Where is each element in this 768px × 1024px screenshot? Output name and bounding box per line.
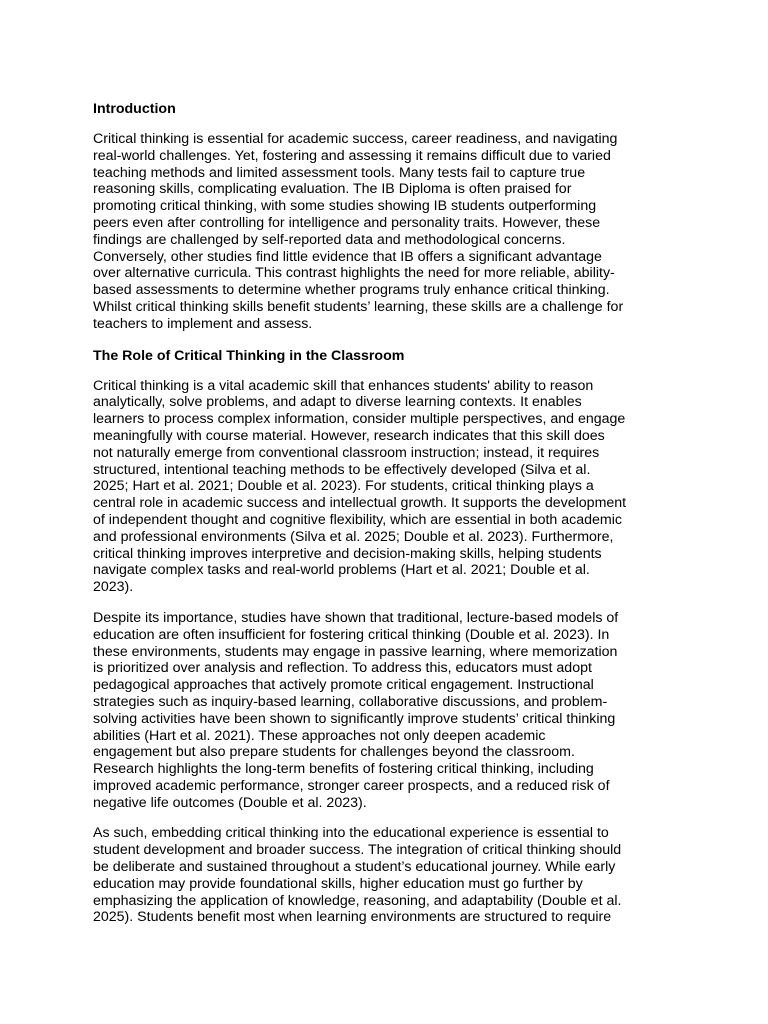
text-line: learners to process complex information, consider multiple perspectives, and engage xyxy=(93,411,626,428)
section-heading: Introduction xyxy=(93,101,176,117)
text-line: As such, embedding critical thinking into the educational experience is essential to xyxy=(93,825,609,842)
text-line: peers even after controlling for intelligence and personality traits. However, these xyxy=(93,214,601,231)
text-line: findings are challenged by self-reported data and methodological concerns. xyxy=(93,231,566,248)
paragraph xyxy=(93,131,683,333)
text-line: teachers to implement and assess. xyxy=(93,315,313,332)
text-line: student development and broader success. The integration of critical thinking should xyxy=(93,842,622,859)
document-body xyxy=(93,100,683,940)
text-line: negative life outcomes (Double et al. 2023). xyxy=(93,794,367,811)
text-line: reasoning skills, complicating evaluation. The IB Diploma is often praised for xyxy=(93,181,572,198)
text-line: 2023). xyxy=(93,579,134,596)
text-line: teaching methods and limited assessment tools. Many tests fail to capture true xyxy=(93,164,586,181)
text-line: solving activities have been shown to significantly improve students’ critical thinking xyxy=(93,710,616,727)
text-line: improved academic performance, stronger career prospects, and a reduced risk of xyxy=(93,777,610,794)
paragraph xyxy=(93,610,683,812)
text-line: meaningfully with course material. However, research indicates that this skill does xyxy=(93,427,605,444)
text-line: education may provide foundational skills, higher education must go further by xyxy=(93,875,583,892)
text-line: strategies such as inquiry-based learning, collaborative discussions, and problem- xyxy=(93,693,608,710)
text-line: these environments, students may engage in passive learning, where memorization xyxy=(93,643,618,660)
paragraph xyxy=(93,378,683,596)
text-line: emphasizing the application of knowledge, reasoning, and adaptability (Double et al. xyxy=(93,892,622,909)
paragraph xyxy=(93,825,683,926)
text-line: abilities (Hart et al. 2021). These approaches not only deepen academic xyxy=(93,727,546,744)
text-line: central role in academic success and intellectual growth. It supports the development xyxy=(93,495,627,512)
text-line: be deliberate and sustained throughout a student’s educational journey. While early xyxy=(93,859,616,876)
text-line: pedagogical approaches that actively promote critical engagement. Instructional xyxy=(93,677,594,694)
text-line: critical thinking improves interpretive and decision-making skills, helping students xyxy=(93,545,602,562)
section-introduction xyxy=(93,100,683,333)
text-line: is prioritized over analysis and reflection. To address this, educators must adopt xyxy=(93,660,592,677)
text-line: 2025; Hart et al. 2021; Double et al. 2023). For students, critical thinking plays a xyxy=(93,478,594,495)
text-line: navigate complex tasks and real-world problems (Hart et al. 2021; Double et al. xyxy=(93,562,590,579)
text-line: analytically, solve problems, and adapt to diverse learning contexts. It enables xyxy=(93,394,582,411)
section-heading: The Role of Critical Thinking in the Classroom xyxy=(93,347,405,364)
text-line: Critical thinking is a vital academic skill that enhances students' ability to reason xyxy=(93,377,594,394)
text-line: over alternative curricula. This contrast highlights the need for more reliable, ability- xyxy=(93,265,615,282)
text-line: Critical thinking is essential for academic success, career readiness, and navigating xyxy=(93,131,618,147)
text-line: Despite its importance, studies have shown that traditional, lecture-based models of xyxy=(93,609,619,626)
section-role-of-critical-thinking xyxy=(93,347,683,927)
text-line: engagement but also prepare students for challenges beyond the classroom. xyxy=(93,744,575,761)
text-line: Conversely, other studies find little evidence that IB offers a significant advantage xyxy=(93,248,602,265)
text-line: structured, intentional teaching methods to be effectively developed (Silva et al. xyxy=(93,461,591,478)
text-line: not naturally emerge from conventional classroom instruction; instead, it requires xyxy=(93,444,600,461)
text-line: based assessments to determine whether programs truly enhance critical thinking. xyxy=(93,282,610,299)
text-line: Whilst critical thinking skills benefit students’ learning, these skills are a challenge for xyxy=(93,298,624,315)
text-line: education are often insufficient for fostering critical thinking (Double et al. 2023). In xyxy=(93,626,610,643)
text-line: Research highlights the long-term benefits of fostering critical thinking, including xyxy=(93,761,594,778)
text-line: 2025). Students benefit most when learning environments are structured to require xyxy=(93,909,612,926)
text-line: promoting critical thinking, with some studies showing IB students outperforming xyxy=(93,198,597,215)
text-line: of independent thought and cognitive flexibility, which are essential in both academic xyxy=(93,511,622,528)
text-line: and professional environments (Silva et al. 2025; Double et al. 2023). Furthermore, xyxy=(93,528,614,545)
text-line: real-world challenges. Yet, fostering and assessing it remains difficult due to varied xyxy=(93,147,611,164)
